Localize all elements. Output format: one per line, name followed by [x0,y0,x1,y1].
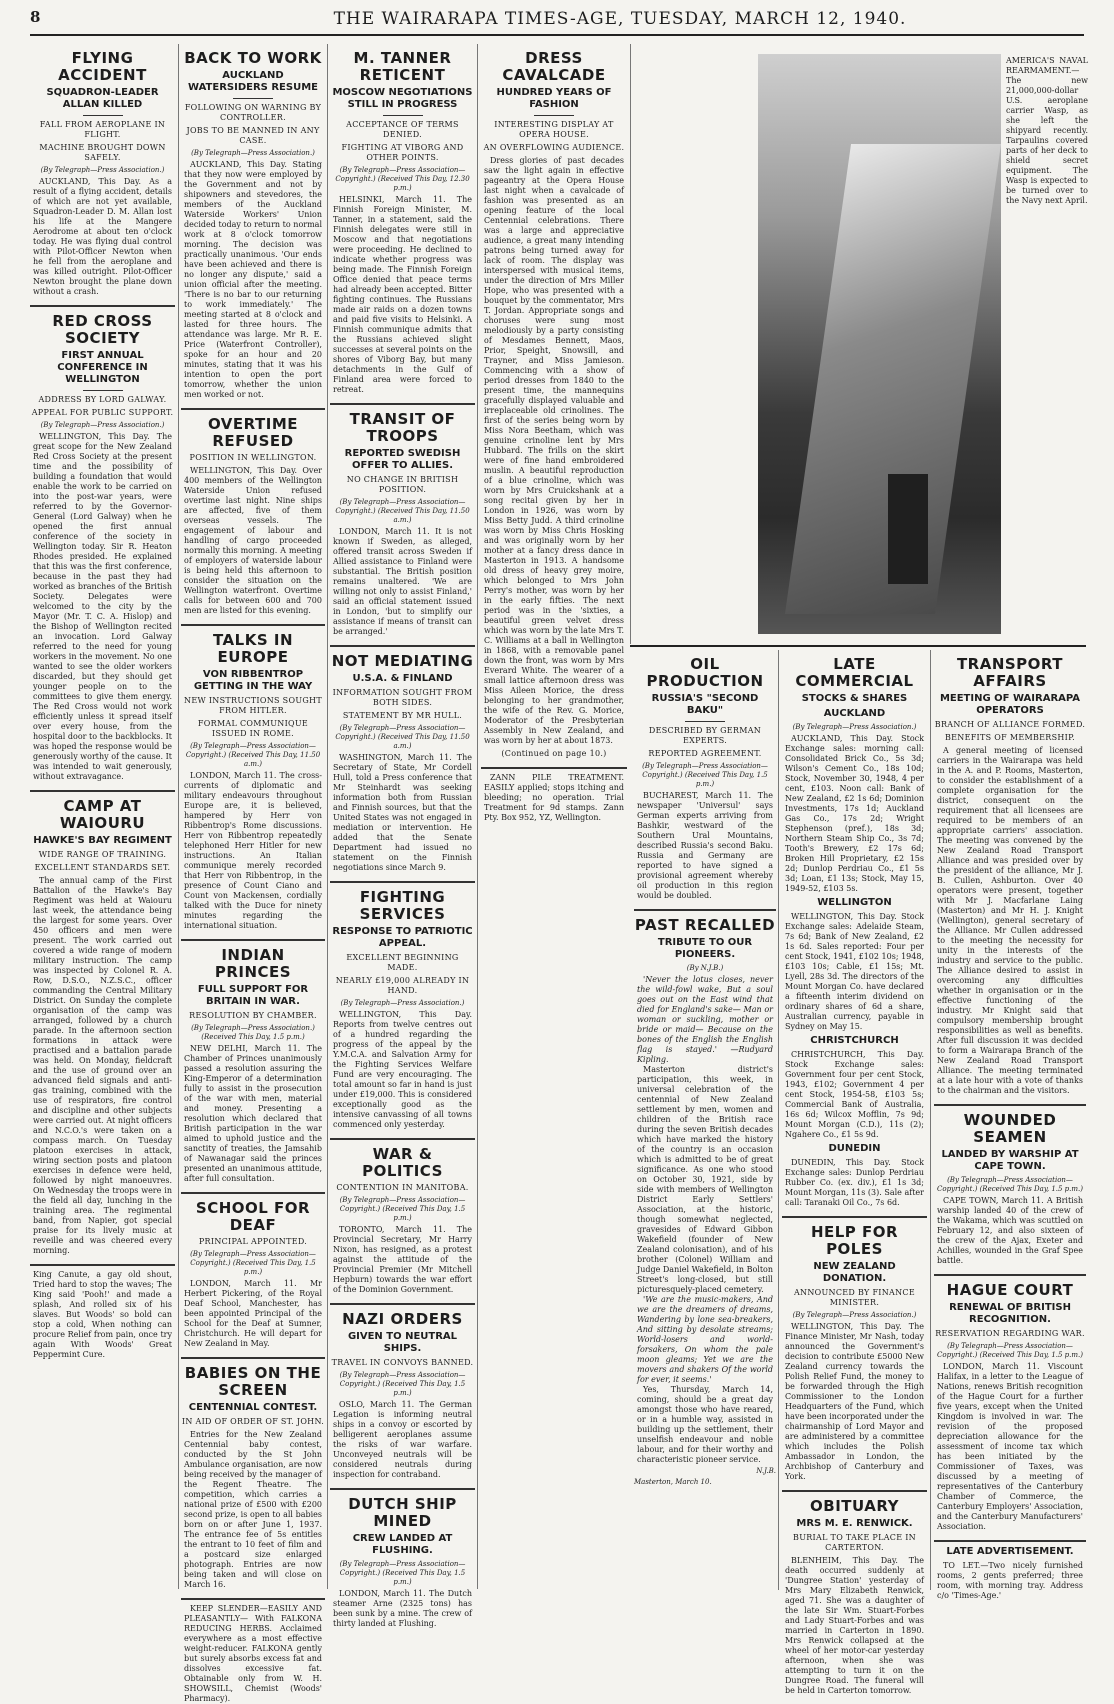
poem-quote: 'We are the music-makers, And we are the dreamers of dreams, Wandering by lone sea-breakers, And sitting by desolate streams; World-losers and world-forsakers, On whom the pale moon gleams; Yet we are the movers and shakers Of the world for ever, it seems.' [637,1295,773,1384]
column-5 [634,650,776,1590]
column-rule [778,650,779,1590]
deck: ANNOUNCED BY FINANCE MINISTER. [793,1288,915,1307]
deck: RESERVATION REGARDING WAR. [935,1329,1085,1338]
subheadline: HAWKE'S BAY REGIMENT [33,835,172,846]
column-1 [30,44,175,1589]
subheadline: U.S.A. & FINLAND [352,673,453,684]
section-rule [181,939,325,941]
headline-babies-screen: BABIES ON THE SCREEN [184,1364,322,1399]
carrier-island [888,474,928,584]
section-rule [330,645,475,647]
deck: BURIAL TO TAKE PLACE IN CARTERTON. [793,1533,916,1552]
headline-wounded-seamen: WOUNDED SEAMEN [963,1111,1057,1146]
deck: DESCRIBED BY GERMAN EXPERTS. [648,726,762,745]
deck: RESOLUTION BY CHAMBER. [189,1011,317,1020]
subheadline: CENTENNIAL CONTEST. [188,1402,318,1413]
section-rule [330,1488,475,1490]
article-body: LONDON, March 11. Viscount Halifax, in a letter to the League of Nations, renews British recognition of the Hague Court for a further five years, except when the United Kingdom is involved in war. The revision of the proposed depreciation allowance for the assessment of income tax which has been initiated by the Commissioner of Taxes, was discussed by a meeting of representatives of the Canterbury Chamber of Commerce, the Canterbury Employers' Association, and the Canterbury Manufacturers' Association. [937,1362,1083,1531]
article-body: CAPE TOWN, March 11. A British warship landed 40 of the crew of the Wakama, which was scuttled on February 12, and also sixteen of the crew of the Ajax, Exeter and Achilles, wounded in the Graf Spee battle. [937,1196,1083,1265]
article-body: A general meeting of licensed carriers in the Wairarapa was held in the A. and P. Rooms, Masterton, to consider the establishment of a complete organisation for the district, consequent on the requirement that all licensees are required to be members of an appropriate carriers' association. The meeting was convened by the New Zealand Road Transport Alliance and was presided over by the president of the alliance, Mr J. B. Cullen, Ashburton. Over 40 operators were present, together with Mr J. Macfarlane Laing (Masterton) and Mr H. J. Knight (Wellington), general secretary of the Alliance. Mr Cullen addressed to the meeting the necessity for unity in the interests of the industry and service to the public. The Alliance desired to assist in overcoming any difficulties whether in organisation or in the effective functioning of the industry. Mr Knight said that compulsory membership brought responsibilities as well as benefits. After full discussion it was decided to form a Wairarapa Branch of the New Zealand Road Transport Alliance. The meeting terminated at a late hour with a vote of thanks to the chairman and the visitors. [937,746,1083,1095]
subheadline: STOCKS & SHARES [801,693,908,704]
city-heading: AUCKLAND [823,708,886,719]
article-body: WELLINGTON, This Day. The great scope for the New Zealand Red Cross Society at the present time and the possibility of building a foundation that would enable the work to be carried on into the post-war years, were referred to by the Governor-General (Lord Galway) when he opened the first annual conference of the society in Wellington today. Sir R. Heaton Rhodes presided. He explained that this was the first conference, because in the past they had worked as branches of the British Society. Delegates were welcomed to the city by the Mayor (Mr. T. C. A. Hislop) and the Bishop of Wellington recited an invocation. Lord Galway referred to the need for young workers in the movement. No one wanted to see the older workers discarded, but they should get younger people on to the committees to give them energy. The Red Cross would not work efficiently unless it spread itself over every house, from the hospital door to the backblocks. It was hoped the response would be generously worthy of the cause. It was intended to wait generously, without extravagance. [33,432,172,781]
deck: IN AID OF ORDER OF ST. JOHN. [181,1417,325,1426]
masthead-rule [30,34,1084,36]
section-rule [181,408,325,410]
headline-transit-troops: TRANSIT OF TROOPS [349,410,456,445]
deck: JOBS TO BE MANNED IN ANY CASE. [186,126,320,145]
section-rule [630,645,1086,647]
article-body: WELLINGTON, This Day. Over 400 members of the Wellington Waterside Union refused overtime last night. Nine ships are affected, five of them overseas vessels. The engagement of labour and handling of cargo proceeded normally this morning. A meeting of employers of waterside labour is being held this afternoon to consider the situation on the Wellington waterfront. Overtime calls for between 600 and 700 men are listed for this evening. [184,466,322,615]
section-rule [934,1540,1086,1542]
headline-indian-princes: INDIAN PRINCES [214,946,292,981]
article-body: Entries for the New Zealand Centennial baby contest, conducted by the St John Ambulance organisation, are now being received by the manager of the Regent Theatre. The competition, which carries a national prize of £500 with £200 second prize, is open to all babies born on or after June 1, 1937. The entrance fee of 5s entitles the entrant to 10 feet of film and a postcard size enlarged photograph. Entries are now being taken and will close on March 16. [184,1430,322,1589]
byline: (By Telegraph—Press Association—Copyright.) (Received This Day, 1.5 p.m.) [339,1196,466,1222]
byline: (By N.J.B.) [686,964,724,972]
deck: STATEMENT BY MR HULL. [342,711,463,720]
deck: TRAVEL IN CONVOYS BANNED. [331,1358,474,1367]
page-number: 8 [30,8,41,26]
deck: NEW INSTRUCTIONS SOUGHT FROM HITLER. [184,696,322,715]
aircraft-carrier-photo [758,54,1001,634]
column-rule [327,44,328,1589]
divider [233,98,273,99]
section-rule [181,1357,325,1359]
deck: AN OVERFLOWING AUDIENCE. [483,143,625,152]
section-rule [30,305,175,307]
article-body: AUCKLAND, This Day. Stock Exchange sales: morning call: Consolidated Brick Co., 5s 3d; Wilson's Cement Co., 18s 10d; Stock, November 30, 1948, 4 per cent, £103. Noon call: Bank of New Zealand, £2 1s 6d; Dominion Investments, 17s 1d; Auckland Gas Co., 17s 2d; Wright Stephenson (pref.), 18s 3d; Northern Steam Ship Co., 3s 7d; Tooth's Brewery, £2 17s 6d; Broken Hill Proprietary, £2 15s 2d; Dunlop Perdriau Co., £1 5s 3d; Loan, £1 13s; Stock, May 15, 1949-52, £103 5s. [785,734,924,893]
article-body: BLENHEIM, This Day. The death occurred suddenly at 'Dungree Station' yesterday of Mrs Mary Elizabeth Renwick, aged 71. She was a daughter of the late Sir Wm. Stuart-Forbes and Lady Stuart-Forbes and was married in Carterton in 1890. Mrs Renwick collapsed at the wheel of her motor-car yesterday afternoon, when she was attempting to turn it on the Dungree Road. The funeral will be held in Carterton tomorrow. [785,1556,924,1695]
byline: (By Telegraph—Press Association.) [40,166,165,174]
section-rule [934,1274,1086,1276]
byline: (By Telegraph—Press Association.) [792,723,917,731]
deck: FOLLOWING ON WARNING BY CONTROLLER. [184,103,322,122]
article-body: AUCKLAND, This Day. Stating that they now were employed by the Government and not by shipowners and stevedores, the members of the Auckland Waterside Workers' Union decided today to return to normal work at 8 o'clock tomorrow morning. The decision was practically unanimous. 'Our ends have been achieved and there is no longer any dispute,' said a union official after the meeting. 'There is no bar to our returning to work immediately.' The meeting started at 8 o'clock and lasted for three hours. The attendance was large. Mr R. E. Price (Waterfront Controller), spoke for an hour and 20 minutes, stating that it was his intention to open the port tomorrow, whether the union men worked or not. [184,160,322,399]
section-rule [181,1598,325,1600]
headline-camp-waiouru: CAMP AT WAIOURU [59,797,146,832]
deck: ADDRESS BY LORD GALWAY. [38,395,167,404]
byline: (By Telegraph—Press Association—Copyright.) (Received This Day, 11.50 a.m.) [335,498,470,524]
article-body: BUCHAREST, March 11. The newspaper 'Universul' says German experts arriving from Bashkir, westward of the Southern Ural Mountains, described Russia's second Baku. Russia and Germany are reported to have signed a provisional agreement whereby oil production in this region would be doubled. [637,791,773,900]
headline-hague-court: HAGUE COURT [946,1281,1074,1299]
headline-dutch-ship: DUTCH SHIP MINED [348,1495,457,1530]
deck: PRINCIPAL APPOINTED. [198,1237,308,1246]
subheadline: CREW LANDED AT FLUSHING. [352,1533,453,1556]
subheadline: SQUADRON-LEADER ALLAN KILLED [46,87,159,110]
divider [383,115,423,116]
deck: FIGHTING AT VIBORG AND OTHER POINTS. [341,143,464,162]
headline-not-mediating: NOT MEDIATING [331,652,474,670]
divider [83,115,123,116]
article-body: AUCKLAND, This Day. As a result of a flying accident, details of which are not yet available, Squadron-Leader D. M. Allan lost his life at the Mangere Aerodrome at about ten o'clock today. He was flying dual control with Pilot-Officer Newton when he fell from the aeroplane and was killed outright. Pilot-Officer Newton brought the plane down without a crash. [33,177,172,296]
headline-overtime: OVERTIME REFUSED [207,415,299,450]
section-rule [481,767,627,769]
section-rule [181,1192,325,1194]
byline: (By Telegraph—Press Association—Copyright.) (Received This Day, 1.5 p.m.) [339,1560,466,1586]
advertisement: King Canute, a gay old shout, Tried hard to stop the waves; The King said 'Pooh!' and made a splash, And rolled six of his slaves. But Woods' so bold can stop a cold, When nothing can procure Relief from pain, once try again With Woods' Great Peppermint Cure. [33,1270,172,1359]
deck: MACHINE BROUGHT DOWN SAFELY. [39,143,166,162]
headline-back-to-work: BACK TO WORK [184,49,322,67]
article-body: HELSINKI, March 11. The Finnish Foreign Minister, M. Tanner, in a statement, said the Finnish delegates were still in Moscow and that negotiations were proceeding. He declined to indicate whether progress was being made. The Finnish Foreign Office denied that peace terms had already been accepted. Bitter fighting continues. The Russians made air raids on a dozen towns and paid five visits to Helsinki. A Finnish communique admits that the Russians achieved slight successes at several points on the shores of Viborg Bay, but many detachments in the Gulf of Finland area were forced to retreat. [333,195,472,394]
city-heading: CHRISTCHURCH [810,1035,899,1046]
byline: (By Telegraph—Press Association.) [191,149,315,157]
deck: WIDE RANGE OF TRAINING. [38,850,167,859]
dateline: Masterton, March 10. [634,1478,712,1486]
subheadline: AUCKLAND WATERSIDERS RESUME [188,70,318,93]
headline-nazi-orders: NAZI ORDERS [342,1310,463,1328]
byline: (By Telegraph—Press Association.) (Received This Day, 1.5 p.m.) [191,1024,315,1041]
headline-flying-accident: FLYING ACCIDENT [58,49,147,84]
article-body: NEW DELHI, March 11. The Chamber of Princes unanimously passed a resolution assuring the King-Emperor of a determination fully to assist in the prosecution of the war with men, material and money. Presenting a resolution which declared that British participation in the war aimed to uphold justice and the sanctity of treaties, the Jamsahib of Nawanagar said the princes presented an unanimous attitude, after full consultation. [184,1044,322,1183]
column-rule [178,44,179,1589]
subheadline: VON RIBBENTROP GETTING IN THE WAY [193,669,313,692]
photo-caption: AMERICA'S NAVAL REARMAMENT.—The new 21,000,000-dollar U.S. aeroplane carrier Wasp, as she left the shipyard recently. Tarpaulins covered parts of her deck to shield secret equipment. The Wasp is expected to be turned over to the Navy next April. [1006,56,1088,205]
byline: (By Telegraph—Press Association—Copyright.) (Received This Day, 1.5 p.m.) [642,762,768,788]
subheadline: GIVEN TO NEUTRAL SHIPS. [347,1331,458,1354]
section-rule [330,1303,475,1305]
byline: (By Telegraph—Press Association—Copyright.) (Received This Day, 12.30 p.m.) [335,166,470,192]
advertisement: ZANN PILE TREATMENT. EASILY applied; stops itching and bleeding; no operation. Trial Treatment for 9d stamps. Zann Pty. Box 952, YZ, Wellington. [484,773,624,822]
deck: APPEAL FOR PUBLIC SUPPORT. [31,408,174,417]
divider [534,115,574,116]
article-body: WASHINGTON, March 11. The Secretary of State, Mr Cordell Hull, told a Press conference that Mr Steinhardt was seeking information both from Russian and Finnish sources, but that the United States was not engaged in mediation or intervention. He added that the Senate Department had issued no statement on the Finnish negotiations since March 9. [333,753,472,872]
late-ad-heading: LATE ADVERTISEMENT. [946,1546,1074,1557]
subheadline: FIRST ANNUAL CONFERENCE IN WELLINGTON [57,350,148,385]
article-body: Yes, Thursday, March 14, coming, should be a great day amongst those who have reared, or in a humble way, assisted in building up the settlement, their unselfish endeavour and noble labour, and for their worthy and characteristic pioneer service. [637,1385,773,1464]
poem-quote: 'Never the lotus closes, never the wild-fowl wake, But a soul goes out on the East wind that died for England's sake— Man or woman or suckling, mother or bride or maid— Because on the bones of the English the English flag is stayed.' —Rudyard Kipling. [637,975,773,1064]
deck: INFORMATION SOUGHT FROM BOTH SIDES. [332,688,473,707]
article-body: Masterton district's participation, this week, in universal celebration of the centennial of New Zealand settlement by men, women and children of the British race during the seven British decades which have marked the history of the country is an occasion which is admitted to be of great significance. As one who stood on October 30, 1921, side by side with members of Wellington District Early Settlers' Association, at the historic, though somewhat neglected, gravesides of Edward Gibbon Wakefield (founder of New Zealand colonisation), and of his brother (Colonel) William and Judge Daniel Wakefield, in Bolton Street's long-closed, but still picturesquely-placed cemetery. [637,1065,774,1294]
deck: BENEFITS OF MEMBERSHIP. [944,733,1076,742]
headline-talks-europe: TALKS IN EUROPE [212,631,294,666]
deck: REPORTED AGREEMENT. [648,749,762,758]
subheadline: TRIBUTE TO OUR PIONEERS. [657,937,753,960]
article-body: WELLINGTON, This Day. Stock Exchange sales: Adelaide Steam, 7s 6d; Bank of New Zealand, £2 1s 6d. Sales reported: Four per cent Stock, 1941, £102 10s; 1948, £103 10s; Cable, £1 15s; Mt. Lyell, 28s 3d. The directors of the Mount Morgan Co. have declared a fifteenth interim dividend on ordinary shares of 6d a share, Australian currency, payable in Sydney on May 15. [785,912,924,1031]
byline: (By Telegraph—Press Association—Copyright.) (Received This Day, 1.5 p.m.) [339,1371,466,1397]
headline-school-deaf: SCHOOL FOR DEAF [195,1199,311,1234]
subheadline: NEW ZEALAND DONATION. [813,1261,896,1284]
headline-dress-cavalcade: DRESS CAVALCADE [502,49,606,84]
article-body: DUNEDIN, This Day. Stock Exchange sales: Dunlop Perdriau Rubber Co. (ex. div.), £1 1s 3d; Mount Morgan, 11s (3). Sale after call: Taranaki Oil Co., 7s 6d. [785,1158,924,1207]
subheadline: RENEWAL OF BRITISH RECOGNITION. [949,1302,1071,1325]
byline: (By Telegraph—Press Association.) [792,1311,917,1319]
column-4 [481,44,627,1589]
column-7 [934,650,1086,1600]
advertisement: KEEP SLENDER—EASILY AND PLEASANTLY— With FALKONA REDUCING HERBS. Acclaimed everywhere as a most effective weight-reducer. FALKONA gently but surely absorbs excess fat and dissolves excessive fat. Obtainable only from W. H. SHOWSILL, Chemist (Woods' Pharmacy). [184,1604,322,1703]
article-body: The annual camp of the First Battalion of the Hawke's Bay Regiment was held at Waiouru last week, the attendance being the largest for some years. Over 450 officers and men were present. The work carried out covered a wide range of modern military instruction. The camp was inspected by Colonel R. A. Row, D.S.O., N.Z.S.C., officer commanding the Central Military District. On Sunday the complete organisation of the camp was arranged, followed by a church parade. In the afternoon section formations in attack were practised and a battalion parade was held. On Monday, fieldcraft and the use of ground over an advanced field signals and anti-gas training, combined with the use of respirators, fire control and discipline and other subjects were carried out. At night officers and N.C.O.'s were taken on a compass march. On Tuesday platoon exercises in attack, wiring section posts and platoon exercises in defence were held, followed by night manoeuvres. On Wednesday the troops were in the field all day, lunching in the training area. The regimental band, from Napier, got special praise for its lively music at reveille and was cheered every morning. [33,876,172,1255]
byline: (By Telegraph—Press Association.) [40,421,165,429]
section-rule [30,790,175,792]
deck: ACCEPTANCE OF TERMS DENIED. [346,120,459,139]
headline-tanner: M. TANNER RETICENT [353,49,452,84]
classified-ad: TO LET.—Two nicely furnished rooms, 2 gents preferred; three room, with morning tray. Address c/o 'Times-Age.' [937,1561,1083,1600]
byline: (By Telegraph—Press Association—Copyright.) (Received This Day, 1.5 p.m.) [937,1176,1083,1193]
deck: NEARLY £19,000 ALREADY IN HAND. [335,976,470,995]
subheadline: FULL SUPPORT FOR BRITAIN IN WAR. [197,984,309,1007]
section-rule [30,1264,175,1266]
subheadline: MRS M. E. RENWICK. [796,1518,913,1529]
column-2 [181,44,325,1703]
article-body: WELLINGTON, This Day. The Finance Minister, Mr Nash, today announced the Government's decision to contribute £5000 New Zealand currency towards the Polish Relief Fund, the money to be forwarded through the High Commissioner to the London Headquarters of the Fund, which have been incorporated under the chairmanship of Lord Mayor and are administered by a committee which includes the Polish Ambassador in London, the Archbishop of Canterbury and York. [785,1322,924,1481]
article-body: CHRISTCHURCH, This Day. Stock Exchange sales: Government four per cent Stock, 1943, £102; Government 4 per cent Stock, 1954-58, £103 5s; Commercial Bank of Australia, 16s 6d; Wilcox Mofflin, 7s 9d; Mount Morgan (C.D.), 11s (2); Ngahere Co., £1 5s 9d. [785,1050,924,1139]
city-heading: DUNEDIN [828,1143,881,1154]
article-body: OSLO, March 11. The German Legation is informing neutral ships in a convoy or escorted by belligerent aeroplanes assume the risks of war warfare. Unconveyed neutrals will be considered neutrals during inspection for contraband. [333,1400,472,1479]
deck: NO CHANGE IN BRITISH POSITION. [346,475,459,494]
continued-note: (Continued on page 10.) [501,749,607,758]
byline: (By Telegraph—Press Association.) [340,999,465,1007]
article-body: WELLINGTON, This Day. Reports from twelve centres out of a hundred regarding the progress of the appeal by the Y.M.C.A. and Salvation Army for the Fighting Services Welfare Fund are very encouraging. The total amount so far in hand is just under £19,000. This is considered exceptionally good as the intensive canvassing of all towns commenced only yesterday. [333,1010,472,1129]
section-rule [330,1138,475,1140]
article-body: TORONTO, March 11. The Provincial Secretary, Mr Harry Nixon, has resigned, as a protest against the attitude of the Provincial Premier (Mr Mitchell Hepburn) towards the war effort of the Dominion Government. [333,1225,472,1294]
subheadline: HUNDRED YEARS OF FASHION [496,87,612,110]
divider [685,721,725,722]
article-body: Dress glories of past decades saw the light again in effective pageantry at the Opera House last night when a cavalcade of fashion was presented as an opening feature of the local Centennial celebrations. There was a large and appreciative audience, a great many intending patrons being turned away for lack of room. The display was interspersed with musical items, under the direction of Mrs Miller Hope, who was presented with a bouquet by the commentator, Mrs T. Jordan. Appropriate songs and choruses were sung most melodiously by a party consisting of Mesdames Bennett, Maos, Prior, Speight, Snowsill, and Trayner, and Miss Jamieson. Commencing with a show of period dresses from 1840 to the present time, the mannequins gracefully displayed valuable and irreplaceable old crinolines. The first of the series being worn by Miss Nora Beetham, which was genuine crinoline lent by Mrs Hubbard. The frills on the skirt were of fine hand embroidered muslin. A beautiful reproduction of a blue crinoline, which was worn by Mrs Cruickshank at a song recital given by her in London in 1926, was worn by Miss Betty Judd. A third crinoline was worn by Miss Chris Hosking and was originally worn by her mother at a fancy dress dance in Masterton in 1913. A handsome old dress of heavy grey moire, which belonged to Mrs John Perry's mother, was worn by her in the early fifties. The next period was in the 'sixties, a beautiful green velvet dress which was worn by the late Mrs T. C. Williams at a ball in Wellington in 1868, with a removable panel down the front, was worn by Mrs Everard White. The wearer of a small lattice afternoon dress was Miss Aileen Morice, the dress belonging to her grandmother, the wife of the Rev. G. Morice, Moderator of the Presbyterian Assembly in New Zealand, and was worn by her at about 1873. [484,156,624,745]
article-body: LONDON, March 11. Mr Herbert Pickering, of the Royal Deaf School, Manchester, has been appointed Principal of the School for the Deaf at Sumner, Christchurch. He will depart for New Zealand in May. [184,1279,322,1348]
column-rule [477,44,478,1589]
headline-fighting-services: FIGHTING SERVICES [359,888,446,923]
column-6 [782,650,927,1695]
deck: FORMAL COMMUNIQUE ISSUED IN ROME. [197,719,309,738]
column-3 [330,44,475,1628]
deck: EXCELLENT BEGINNING MADE. [346,953,459,972]
section-rule [330,403,475,405]
divider [83,390,123,391]
subheadline: MEETING OF WAIRARAPA OPERATORS [939,693,1081,716]
section-rule [330,881,475,883]
column-rule [930,650,931,1590]
headline-red-cross: RED CROSS SOCIETY [52,312,153,347]
deck: BRANCH OF ALLIANCE FORMED. [934,720,1086,729]
column-rule [630,44,631,644]
subheadline: REPORTED SWEDISH OFFER TO ALLIES. [344,448,461,471]
article-body: LONDON, March 11. The Dutch steamer Arne (2325 tons) has been sunk by a mine. The crew of thirty landed at Flushing. [333,1589,472,1628]
headline-oil-production: OIL PRODUCTION [646,655,764,690]
headline-past-recalled: PAST RECALLED [634,916,776,934]
section-rule [782,1490,927,1492]
deck: FALL FROM AEROPLANE IN FLIGHT. [39,120,166,139]
byline: (By Telegraph—Press Association—Copyright.) (Received This Day, 1.5 p.m.) [937,1342,1083,1359]
deck: EXCELLENT STANDARDS SET. [34,863,171,872]
newspaper-title: THE WAIRARAPA TIMES-AGE, TUESDAY, MARCH 12, 1940. [333,9,907,29]
article-body: LONDON, March 11. It is not known if Sweden, as alleged, offered transit across Sweden if Allied assistance to Finland were substantial. The British position remains unaltered. 'We are willing not only to assist Finland,' said an official statement issued in London, 'but to simplify our assistance if means of transit can be arranged.' [333,527,472,636]
subheadline: MOSCOW NEGOTIATIONS STILL IN PROGRESS [332,87,473,110]
article-body: LONDON, March 11. The cross-currents of diplomatic and military endeavours throughout Europe are, it is believed, hampered by Herr von Ribbentrop's Rome discussions. Herr von Ribbentrop repeatedly telephoned Herr Hitler for new instructions. An Italian communique merely recorded that Herr von Ribbentrop, in the presence of Count Ciano and Count von Mackensen, cordially talked with the Duce for ninety minutes regarding the international situation. [184,771,322,930]
section-rule [181,624,325,626]
deck: INTERESTING DISPLAY AT OPERA HOUSE. [494,120,614,139]
section-rule [634,909,776,911]
subheadline: RUSSIA'S "SECOND BAKU" [651,693,759,716]
deck: POSITION IN WELLINGTON. [189,453,317,462]
headline-late-commercial: LATE COMMERCIAL [795,655,914,690]
deck: CONTENTION IN MANITOBA. [336,1183,469,1192]
headline-obituary: OBITUARY [810,1497,899,1515]
byline: (By Telegraph—Press Association—Copyright.) (Received This Day, 11.50 a.m.) [185,742,321,768]
headline-transport-affairs: TRANSPORT AFFAIRS [956,655,1064,690]
headline-war-politics: WAR & POLITICS [362,1145,443,1180]
city-heading: WELLINGTON [817,897,892,908]
headline-help-poles: HELP FOR POLES [810,1223,899,1258]
subheadline: LANDED BY WARSHIP AT CAPE TOWN. [941,1149,1079,1172]
section-rule [782,1216,927,1218]
subheadline: RESPONSE TO PATRIOTIC APPEAL. [332,926,473,949]
section-rule [934,1104,1086,1106]
signature: N.J.B. [756,1467,776,1475]
byline: (By Telegraph—Press Association—Copyright.) (Received This Day, 11.50 a.m.) [335,724,470,750]
byline: (By Telegraph—Press Association—Copyright.) (Received This Day, 1.5 p.m.) [190,1250,316,1276]
